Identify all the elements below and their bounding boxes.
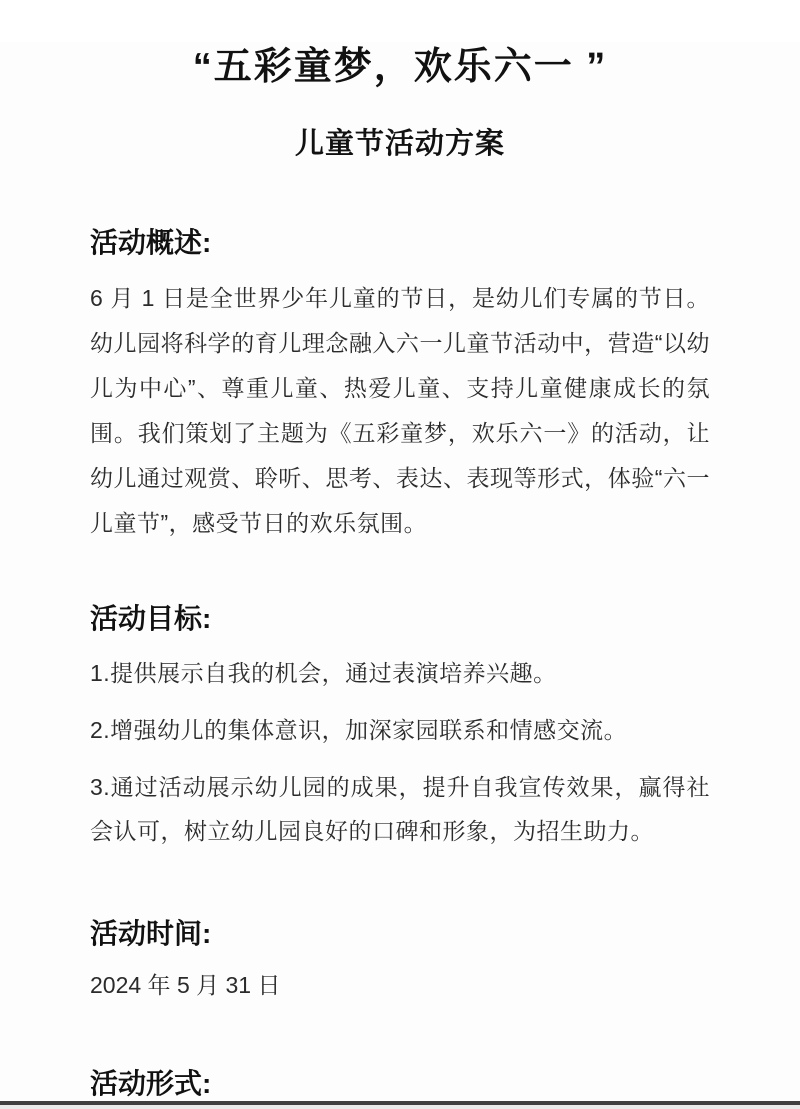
document-title: “五彩童梦，欢乐六一 ”: [192, 46, 608, 88]
section-heading-time: 活动时间:: [90, 918, 212, 949]
overview-paragraph: 6 月 1 日是全世界少年儿童的节日，是幼儿们专属的节日。幼儿园将科学的育儿理念融入六一儿童节活动中，营造“以幼儿为中心”、尊重儿童、热爱儿童、支持儿童健康成长的氛围。我们策划了主题为《五彩童梦，欢乐六一》的活动，让幼儿通过观赏、聆听、思考、表达、表现等形式，体验“六一儿童节”，感受节日的欢乐氛围。: [90, 285, 710, 536]
section-overview: [90, 224, 710, 546]
document-body: [90, 224, 710, 1103]
document-page: [0, 42, 800, 1109]
section-format: [90, 1065, 710, 1103]
section-time: [90, 915, 710, 1001]
section-heading-overview: 活动概述:: [90, 227, 212, 258]
section-goals: [90, 600, 710, 853]
document-subtitle: 儿童节活动方案: [294, 128, 505, 160]
goal-item-3: 3.通过活动展示幼儿园的成果，提升自我宣传效果，赢得社会认可，树立幼儿园良好的口碑和形象，为招生助力。: [90, 774, 710, 844]
goal-item-2: 2.增强幼儿的集体意识，加深家园联系和情感交流。: [90, 717, 628, 743]
section-heading-goals: 活动目标:: [90, 603, 212, 634]
bottom-strip: [0, 1105, 800, 1109]
activity-date: 2024 年 5 月 31 日: [90, 972, 281, 998]
goal-item-1: 1.提供展示自我的机会，通过表演培养兴趣。: [90, 660, 557, 686]
section-heading-format: 活动形式:: [90, 1068, 212, 1099]
